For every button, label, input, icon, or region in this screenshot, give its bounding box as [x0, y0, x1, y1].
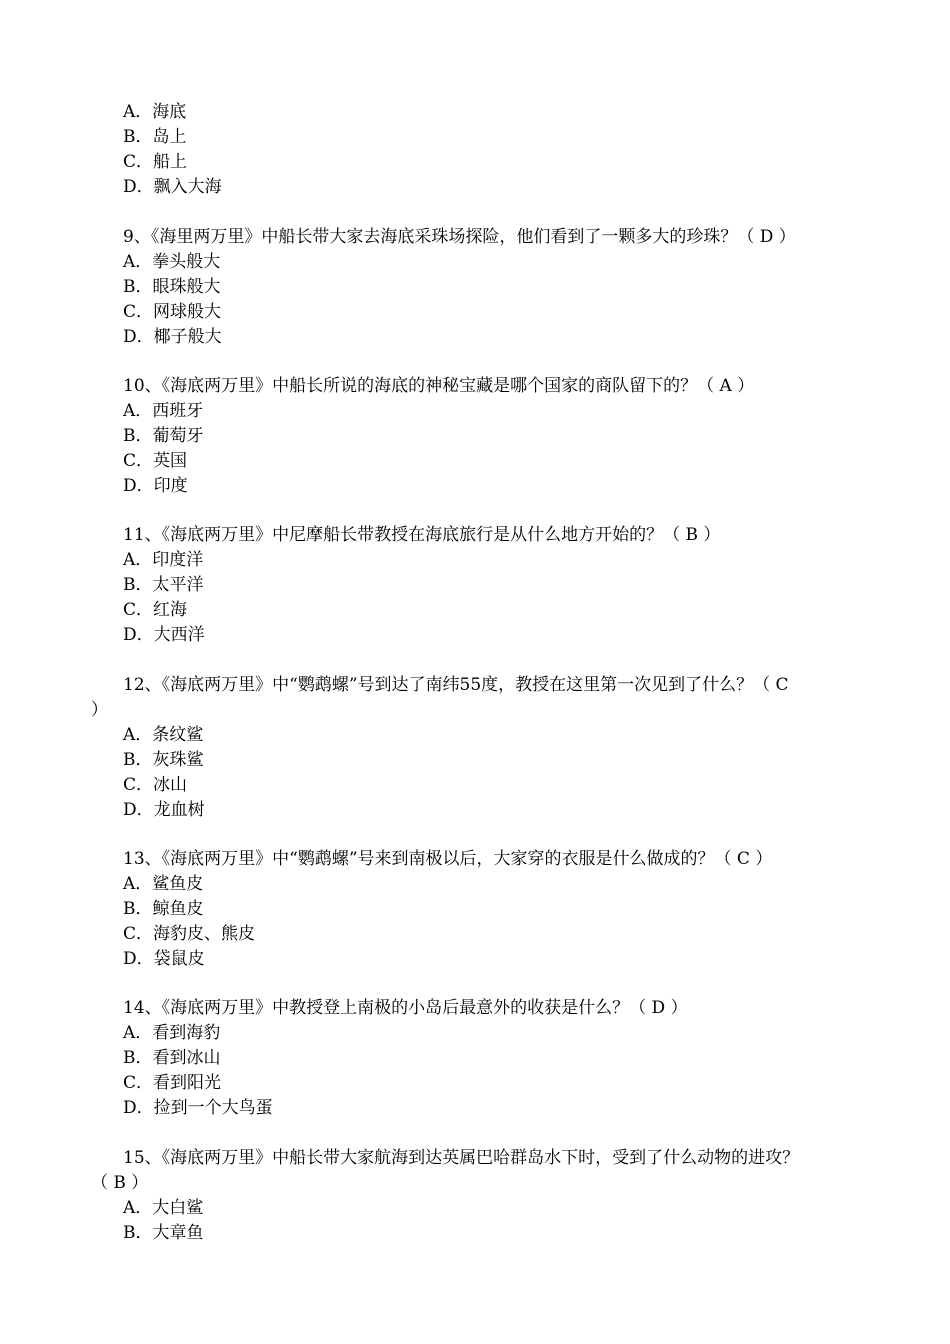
- question-12: 12、《海底两万里》中“鹦鹉螺”号到达了南纬55度，教授在这里第一次见到了什么？（ C: [123, 675, 789, 695]
- question-15-continuation: （ B ）: [91, 1173, 149, 1193]
- option-d: D．飘入大海: [123, 177, 222, 197]
- q10-option-b: B．葡萄牙: [123, 426, 204, 446]
- question-9: 9、《海里两万里》中船长带大家去海底采珠场探险，他们看到了一颗多大的珍珠？（ D ）: [123, 227, 796, 247]
- q12-option-b: B．灰珠鲨: [123, 750, 204, 770]
- q9-option-c: C．网球般大: [123, 302, 222, 322]
- q11-option-b: B．太平洋: [123, 575, 204, 595]
- question-15: 15、《海底两万里》中船长带大家航海到达英属巴哈群岛水下时，受到了什么动物的进攻？: [123, 1148, 800, 1168]
- question-10: 10、《海底两万里》中船长所说的海底的神秘宝藏是哪个国家的商队留下的？（ A ）: [123, 376, 755, 396]
- q13-option-d: D．袋鼠皮: [123, 949, 205, 969]
- option-b: B．岛上: [123, 127, 187, 147]
- q14-option-a: A．看到海豹: [123, 1023, 221, 1043]
- q13-option-c: C．海豹皮、熊皮: [123, 924, 256, 944]
- q9-option-a: A．拳头般大: [123, 252, 221, 272]
- q14-option-b: B．看到冰山: [123, 1048, 221, 1068]
- q13-option-a: A．鲨鱼皮: [123, 874, 204, 894]
- q10-option-c: C．英国: [123, 451, 188, 471]
- q15-option-a: A．大白鲨: [123, 1198, 204, 1218]
- q9-option-b: B．眼珠般大: [123, 277, 221, 297]
- question-11: 11、《海底两万里》中尼摩船长带教授在海底旅行是从什么地方开始的？（ B ）: [123, 525, 721, 545]
- q13-option-b: B．鲸鱼皮: [123, 899, 204, 919]
- option-a: A．海底: [123, 102, 187, 122]
- option-c: C．船上: [123, 152, 188, 172]
- q12-option-d: D．龙血树: [123, 800, 205, 820]
- q12-option-c: C．冰山: [123, 775, 188, 795]
- q12-option-a: A．条纹鲨: [123, 725, 204, 745]
- q10-option-d: D．印度: [123, 476, 188, 496]
- q14-option-d: D．捡到一个大鸟蛋: [123, 1098, 273, 1118]
- question-14: 14、《海底两万里》中教授登上南极的小岛后最意外的收获是什么？（ D ）: [123, 998, 688, 1018]
- q11-option-d: D．大西洋: [123, 625, 205, 645]
- q11-option-c: C．红海: [123, 600, 188, 620]
- q15-option-b: B．大章鱼: [123, 1223, 204, 1243]
- question-13: 13、《海底两万里》中“鹦鹉螺”号来到南极以后，大家穿的衣服是什么做成的？（ C ）: [123, 849, 773, 869]
- question-12-continuation: ）: [91, 700, 108, 720]
- q9-option-d: D．椰子般大: [123, 327, 222, 347]
- q11-option-a: A．印度洋: [123, 550, 204, 570]
- q14-option-c: C．看到阳光: [123, 1073, 222, 1093]
- q10-option-a: A．西班牙: [123, 401, 204, 421]
